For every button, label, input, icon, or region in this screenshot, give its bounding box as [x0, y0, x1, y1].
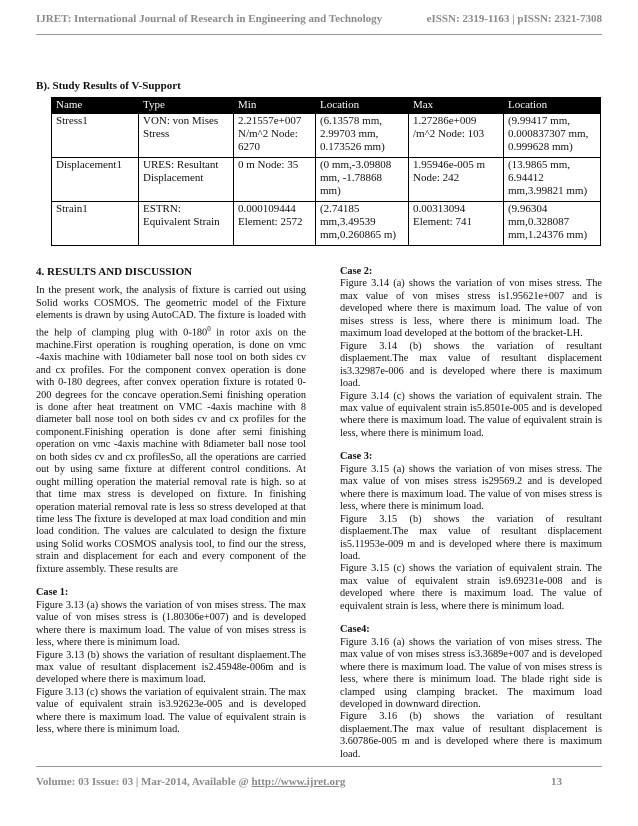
- table-cell: 0 m Node: 35: [234, 158, 316, 202]
- table-cell: Displacement1: [52, 158, 139, 202]
- right-column: [340, 266, 602, 761]
- case1-para-b: Figure 3.13 (b) shows the variation of resultant displaement.The max value of resultant displacement is2.45948e-006m and is developed where there is maximum load.: [36, 649, 306, 686]
- table-cell: (9.96304 mm,0.328087 mm,1.24376 mm): [504, 202, 601, 246]
- degree-superscript: 0: [207, 324, 211, 333]
- header-cell: Location: [504, 98, 601, 114]
- page-number: 13: [551, 776, 562, 788]
- section-title: B). Study Results of V-Support: [36, 80, 181, 92]
- header-cell: Type: [139, 98, 234, 114]
- table-cell: VON: von Mises Stress: [139, 114, 234, 158]
- case-title: Case4:: [340, 624, 370, 636]
- table-cell: 0.000109444 Element: 2572: [234, 202, 316, 246]
- intro-text-cont: in rotor axis on the machine.First operation is roughing operation, is done on vmc -4axis machine with 10diameter ball nose tool on both sides cv and cx profiles. For the component convex operation is done with 0-180 degrees, after convex operation fixture is rotated 0-200 degrees for the concave operation.Semi finishing operation is done after heat treatment on VMC -4axis machine with 8 diameter ball nose tool on both sides cv and cx profiles for the component.Finishing operation is done after semi finishing operation on vmc -4axis machine with 8diameter ball nose tool on both sides cv and cx profilesSo, all the operations are carried out by using same fixture at different control conditions. At ought milling operation the material removal rate is high. so at that time max stress is developed on fixture. In finishing operation material removal rate is less so stress developed at that time less The fixture is developed at max load condition and min load condition. The values are calculated to design the fixture using Solid works COSMOS analysis tool, to find our the stress, strain and displacement for each and every component of the fixture assembly. These results are: [36, 327, 306, 575]
- table-cell: (2.74185 mm,3.49539 mm,0.260865 m): [316, 202, 409, 246]
- issn-info: eISSN: 2319-1163 | pISSN: 2321-7308: [426, 13, 602, 25]
- table-row: [52, 202, 601, 246]
- table-cell: (6.13578 mm, 2.99703 mm, 0.173526 mm): [316, 114, 409, 158]
- case4-para-a: Figure 3.16 (a) shows the variation of von mises stress. The max value of von mises stress is3.3689e+007 and is developed where there is maximum load. The value of von mises stress is less, where there is minimum load. The blade right side is clamped using clamping bracket. The maximum load developed in downward direction.: [340, 636, 602, 710]
- case3-para-c: Figure 3.15 (c) shows the variation of equivalent strain. The max value of equivalent strain is9.69231e-008 and is developed where there is maximum load. The value of equivalent strain is less, where there is minimum load.: [340, 563, 602, 612]
- case4-para-b: Figure 3.16 (b) shows the variation of resultant displaement.The max value of resultant displacement is 3.60786e-005 m and is developed where there is maximum load.: [340, 711, 602, 760]
- header-cell: Min: [234, 98, 316, 114]
- case-title: Case 1:: [36, 587, 69, 599]
- journal-link[interactable]: http://www.ijret.org: [251, 776, 346, 788]
- table-cell: 2.21557e+007 N/m^2 Node: 6270: [234, 114, 316, 158]
- table-cell: (13.9865 mm, 6.94412 mm,3.99821 mm): [504, 158, 601, 202]
- table-cell: URES: Resultant Displacement: [139, 158, 234, 202]
- case3-para-a: Figure 3.15 (a) shows the variation of von mises stress. The max value of von mises stress is29569.2 and is developed where there is maximum load. The value of von mises stress is less, where there is minimum load.: [340, 463, 602, 513]
- table-cell: (0 mm,-3.09808 mm, -1.78868 mm): [316, 158, 409, 202]
- case1-para-c: Figure 3.13 (c) shows the variation of equivalent strain. The max value of equivalent strain is3.92623e-005 and is developed where there is maximum load. The value of equivalent strain is less, where there is minimum load.: [36, 686, 306, 736]
- header-cell: Location: [316, 98, 409, 114]
- case2-para-b: Figure 3.14 (b) shows the variation of resultant displaement.The max value of resultant displacement is3.32987e-006 and is developed where there is maximum load.: [340, 340, 602, 390]
- header-cell: Name: [52, 98, 139, 114]
- table-header-row: [52, 98, 601, 114]
- section-heading: 4. RESULTS AND DISCUSSION: [36, 266, 193, 278]
- intro-paragraph: [36, 285, 306, 576]
- table-cell: 1.95946e-005 m Node: 242: [409, 158, 504, 202]
- results-table: [51, 97, 601, 246]
- table-cell: Stress1: [52, 114, 139, 158]
- table-cell: ESTRN: Equivalent Strain: [139, 202, 234, 246]
- journal-name: IJRET: International Journal of Research in Engineering and Technology: [36, 13, 383, 25]
- table-cell: Strain1: [52, 202, 139, 246]
- table-row: [52, 158, 601, 202]
- footer-rule: [36, 766, 602, 767]
- case3-para-b: Figure 3.15 (b) shows the variation of resultant displaement.The max value of resultant displacement is5.11953e-009 m and is developed where there is maximum load.: [340, 513, 602, 562]
- volume-info: [36, 776, 345, 788]
- table-cell: 0.00313094 Element: 741: [409, 202, 504, 246]
- case1-para-a: Figure 3.13 (a) shows the variation of von mises stress. The max value of von mises stress is (1.80306e+007) and is developed where there is maximum load. The value of von mises stress is less, where there is minimum load.: [36, 599, 306, 649]
- left-column: [36, 266, 306, 737]
- table-cell: (9.99417 mm, 0.000837307 mm, 0.999628 mm): [504, 114, 601, 158]
- header-cell: Max: [409, 98, 504, 114]
- case2-para-c: Figure 3.14 (c) shows the variation of equivalent strain. The max value of equivalent strain is5.8501e-005 and is developed where there is maximum load. The value of equivalent strain is less, where there is minimum load.: [340, 390, 602, 439]
- case-title: Case 2:: [340, 266, 373, 277]
- case2-para-a: Figure 3.14 (a) shows the variation of von mises stress. The max value of von mises stress is1.95621e+007 and is developed where there is maximum load. The value of von mises stress is less, where there is minimum load. The maximum load developed at the bottom of the bracket-LH.: [340, 278, 602, 340]
- case-title: Case 3:: [340, 451, 373, 463]
- table-row: [52, 114, 601, 158]
- table-cell: 1.27286e+009 /m^2 Node: 103: [409, 114, 504, 158]
- volume-text: Volume: 03 Issue: 03 | Mar-2014, Available @: [36, 776, 252, 788]
- header-rule: [36, 34, 602, 35]
- intro-text: In the present work, the analysis of fixture is carried out using Solid works COSMOS. The geometric model of the Fixture elements is drawn by using AutoCAD. The fixture is loaded with the help of clamping plug with 0-180: [36, 285, 306, 339]
